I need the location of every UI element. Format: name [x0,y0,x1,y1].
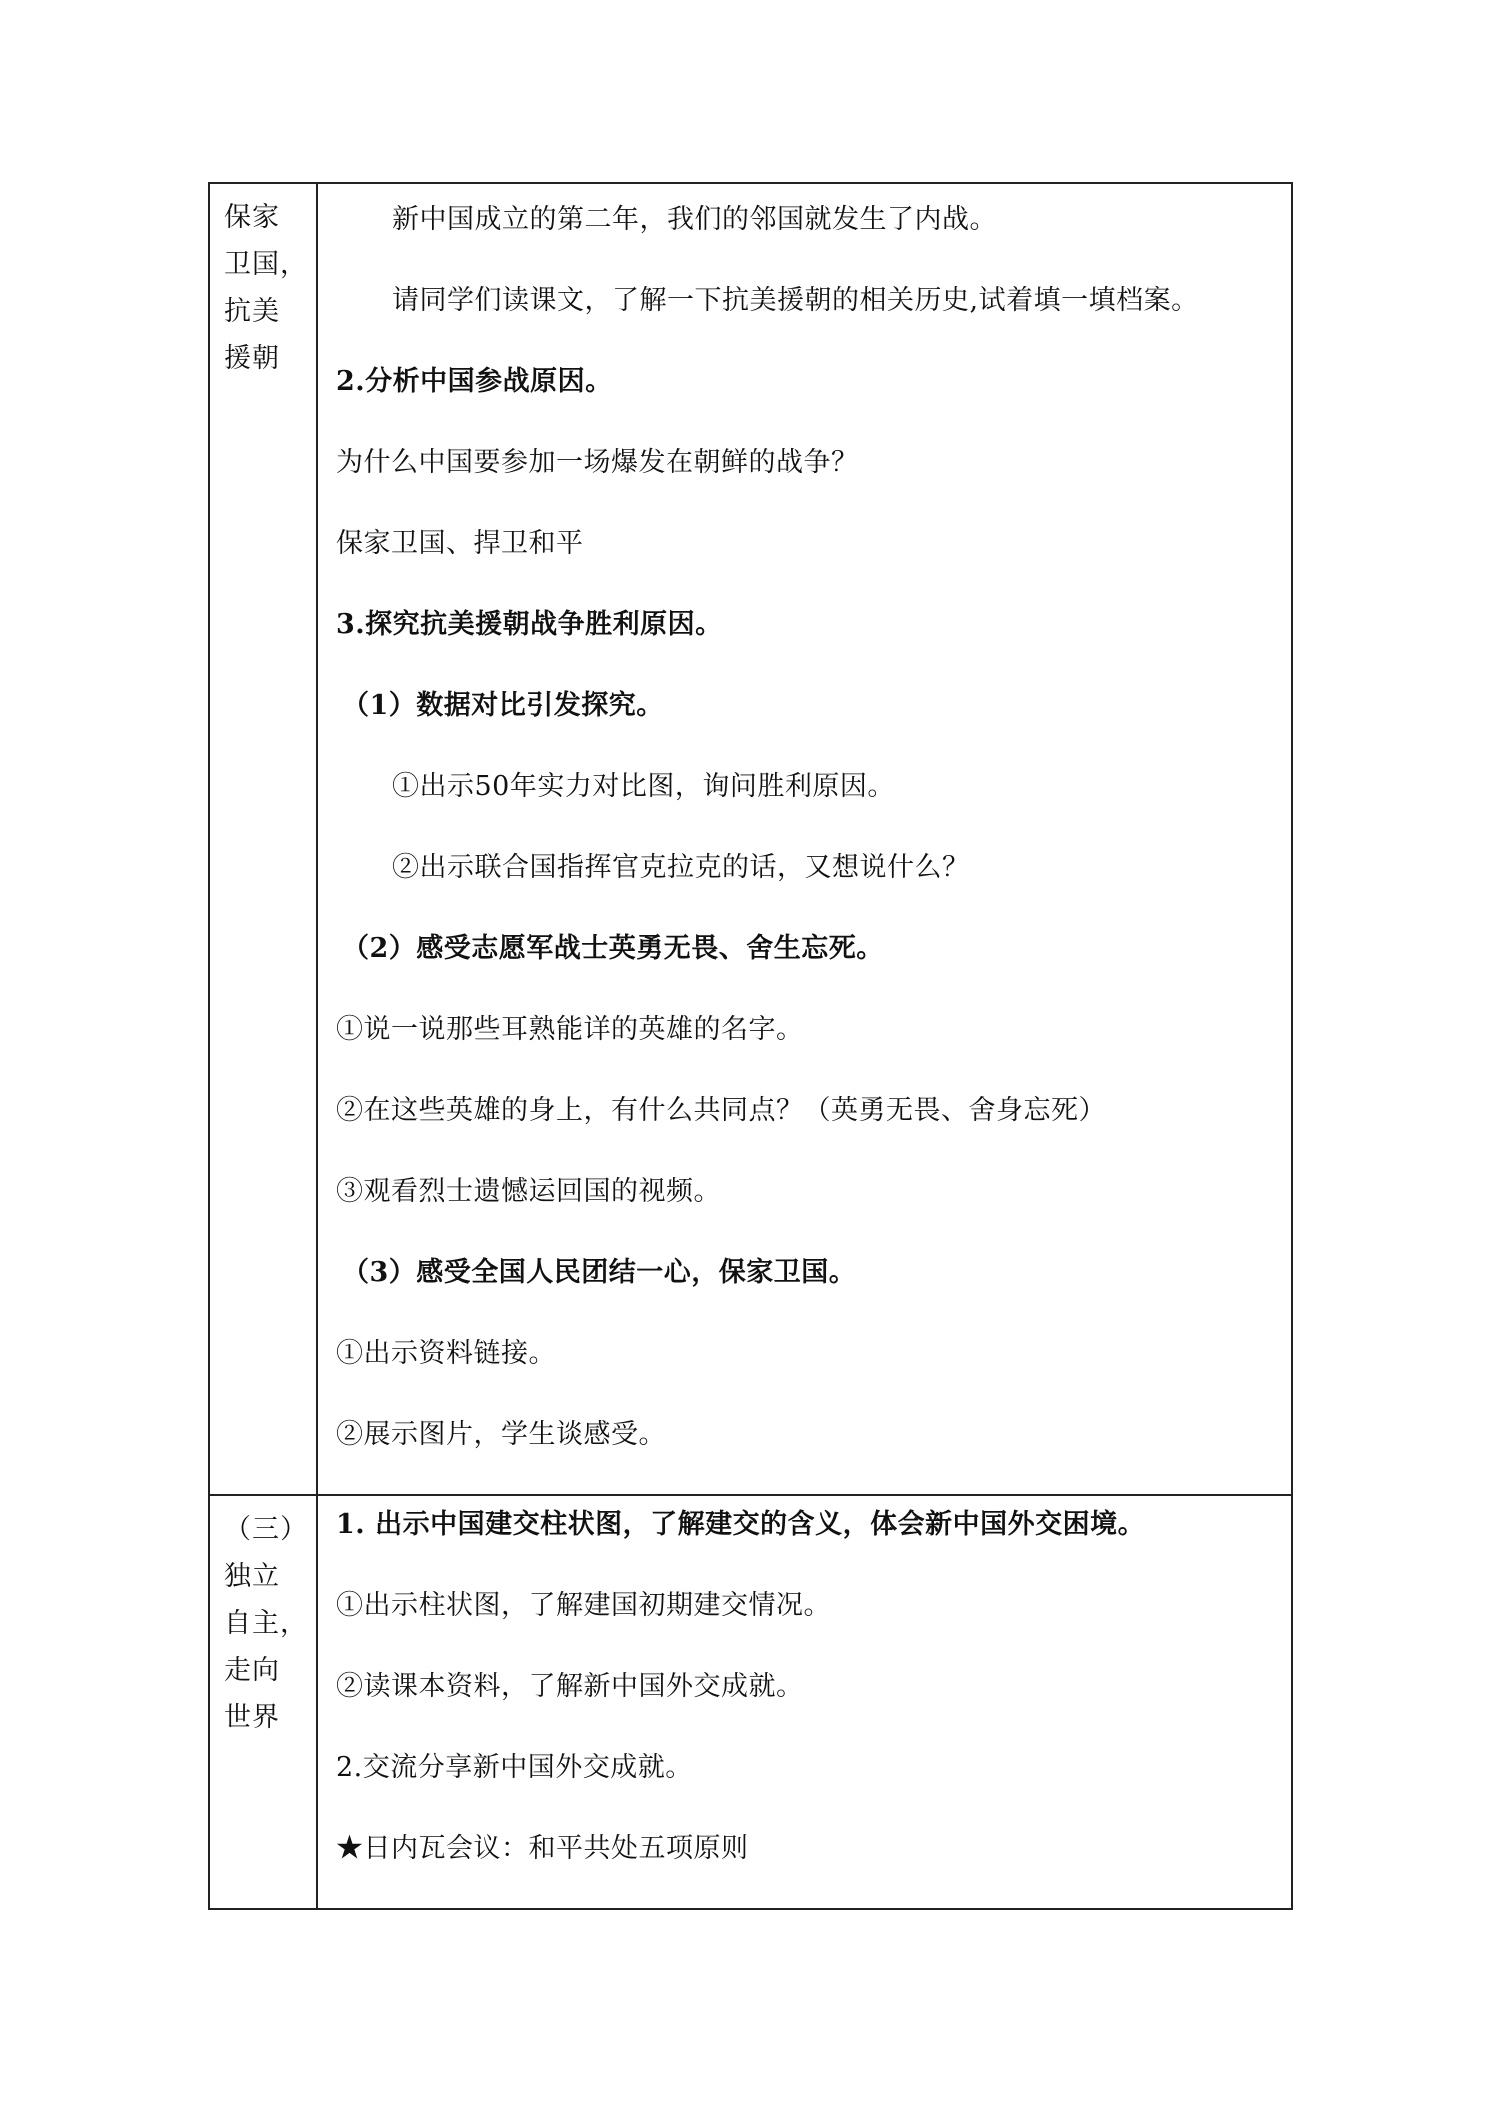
content-line: ②在这些英雄的身上，有什么共同点？（英勇无畏、舍身忘死） [336,1095,1106,1126]
content-line: ③观看烈士遗憾运回国的视频。 [336,1176,721,1207]
section-content-cell [317,183,1292,1495]
content-line: ①出示柱状图，了解建国初期建交情况。 [336,1590,831,1621]
lesson-plan-table [208,182,1293,1910]
table-row [209,1495,1292,1909]
content-heading: （3）感受全国人民团结一心，保家卫国。 [342,1257,857,1288]
section-label-line: 独立 [224,1561,280,1592]
section-content [318,1496,1291,1908]
content-heading: （1）数据对比引发探究。 [342,690,664,721]
section-label-line: 自主， [224,1608,308,1639]
content-line: 为什么中国要参加一场爆发在朝鲜的战争？ [336,447,859,478]
section-label-line: 保家 [224,202,280,233]
content-heading: 3.探究抗美援朝战争胜利原因。 [336,609,723,640]
content-line: 2.交流分享新中国外交成就。 [336,1752,693,1783]
content-line: ②展示图片，学生谈感受。 [336,1419,666,1450]
section-label-line: 抗美 [224,296,280,327]
section-content-cell [317,1495,1292,1909]
content-line: 保家卫国、捍卫和平 [336,528,584,559]
section-label [210,1496,316,1741]
section-label-cell [209,183,317,1495]
content-line: 新中国成立的第二年，我们的邻国就发生了内战。 [392,204,997,235]
section-label-line: 走向 [224,1655,280,1686]
content-line: ①出示资料链接。 [336,1338,556,1369]
section-label-line: 世界 [224,1702,280,1733]
content-line: ①出示50年实力对比图，询问胜利原因。 [392,771,895,802]
table-row [209,183,1292,1495]
section-label-cell [209,1495,317,1909]
content-heading: 1. 出示中国建交柱状图，了解建交的含义，体会新中国外交困境。 [336,1509,1146,1540]
section-content [318,184,1291,1494]
content-heading: （2）感受志愿军战士英勇无畏、舍生忘死。 [342,933,884,964]
content-line: ①说一说那些耳熟能详的英雄的名字。 [336,1014,804,1045]
section-label [210,184,316,382]
section-label-line: 援朝 [224,343,280,374]
content-line: 请同学们读课文，了解一下抗美援朝的相关历史,试着填一填档案。 [392,285,1199,316]
content-heading: 2.分析中国参战原因。 [336,366,613,397]
content-line: ②读课本资料，了解新中国外交成就。 [336,1671,804,1702]
section-label-line: （三） [224,1514,308,1545]
content-line: ②出示联合国指挥官克拉克的话，又想说什么？ [392,852,970,883]
section-label-line: 卫国， [224,249,308,280]
content-line: ★日内瓦会议：和平共处五项原则 [336,1833,749,1864]
